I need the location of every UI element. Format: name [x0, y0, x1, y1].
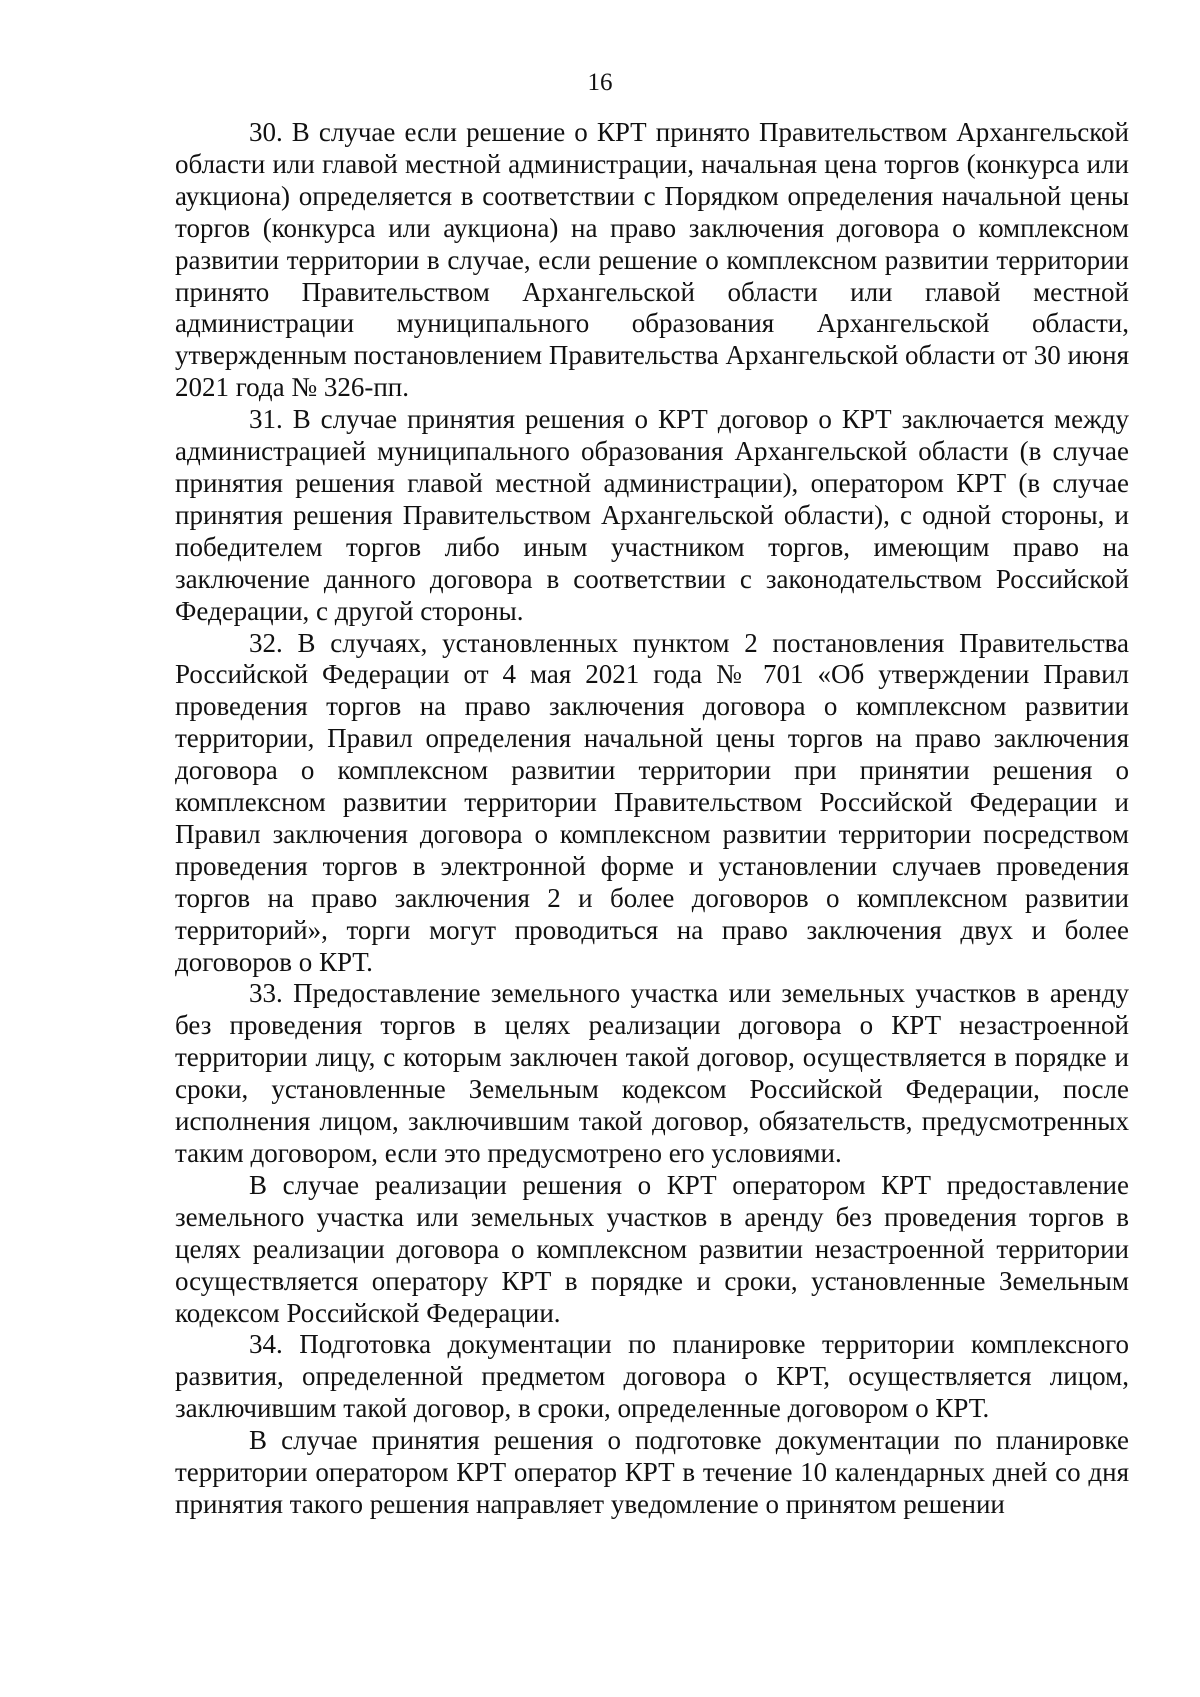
paragraph-item-32: 32. В случаях, установленных пунктом 2 постановления Правительства Российской Федерации от 4 мая 2021 года № 701 «Об утверждении Правил проведения торгов на право заключения договора о комплексном развитии территории, Правил определения начальной цены торгов на право заключения договора о комплексном развитии территории при принятии решения о комплексном развитии территории Правительством Российской Федерации и Правил заключения договора о комплексном развитии территории посредством проведения торгов в электронной форме и установлении случаев проведения торгов на право заключения 2 и более договоров о комплексном развитии территорий», торги могут проводиться на право заключения двух и более договоров о КРТ. — [175, 627, 1129, 977]
paragraph-item-34-continued: В случае принятия решения о подготовке документации по планировке территории оператором КРТ оператор КРТ в течение 10 календарных дней со дня принятия такого решения направляет уведомление о принятом решении — [175, 1425, 1129, 1519]
document-body — [175, 117, 1129, 1521]
paragraph-item-30: 30. В случае если решение о КРТ принято Правительством Архангельской области или главой местной администрации, начальная цена торгов (конкурса или аукциона) определяется в соответствии с Порядком определения начальной цены торгов (конкурса или аукциона) на право заключения договора о комплексном развитии территории в случае, если решение о комплексном развитии территории принято Правительством Архангельской области или главой местной администрации муниципального образования Архангельской области, утвержденным постановлением Правительства Архангельской области от 30 июня 2021 года № 326-пп. — [175, 117, 1129, 403]
paragraph-item-33-continued: В случае реализации решения о КРТ оператором КРТ предоставление земельного участка или земельных участков в аренду без проведения торгов в целях реализации договора о комплексном развитии незастроенной территории осуществляется оператору КРТ в порядке и сроки, установленные Земельным кодексом Российской Федерации. — [175, 1169, 1129, 1328]
paragraph-item-34: 34. Подготовка документации по планировке территории комплексного развития, определенной предметом договора о КРТ, осуществляется лицом, заключившим такой договор, в сроки, определенные договором о КРТ. — [175, 1329, 1129, 1424]
paragraph-item-33: 33. Предоставление земельного участка или земельных участков в аренду без проведения торгов в целях реализации договора о КРТ незастроенной территории лицу, с которым заключен такой договор, осуществляется в порядке и сроки, установленные Земельным кодексом Российской Федерации, после исполнения лицом, заключившим такой договор, обязательств, предусмотренных таким договором, если это предусмотрено его условиями. — [175, 978, 1129, 1168]
page-number: 16 — [587, 69, 613, 96]
paragraph-item-31: 31. В случае принятия решения о КРТ договор о КРТ заключается между администрацией муниципального образования Архангельской области (в случае принятия решения главой местной администрации), оператором КРТ (в случае принятия решения Правительством Архангельской области), с одной стороны, и победителем торгов либо иным участником торгов, имеющим право на заключение данного договора в соответствии с законодательством Российской Федерации, с другой стороны. — [175, 404, 1129, 626]
